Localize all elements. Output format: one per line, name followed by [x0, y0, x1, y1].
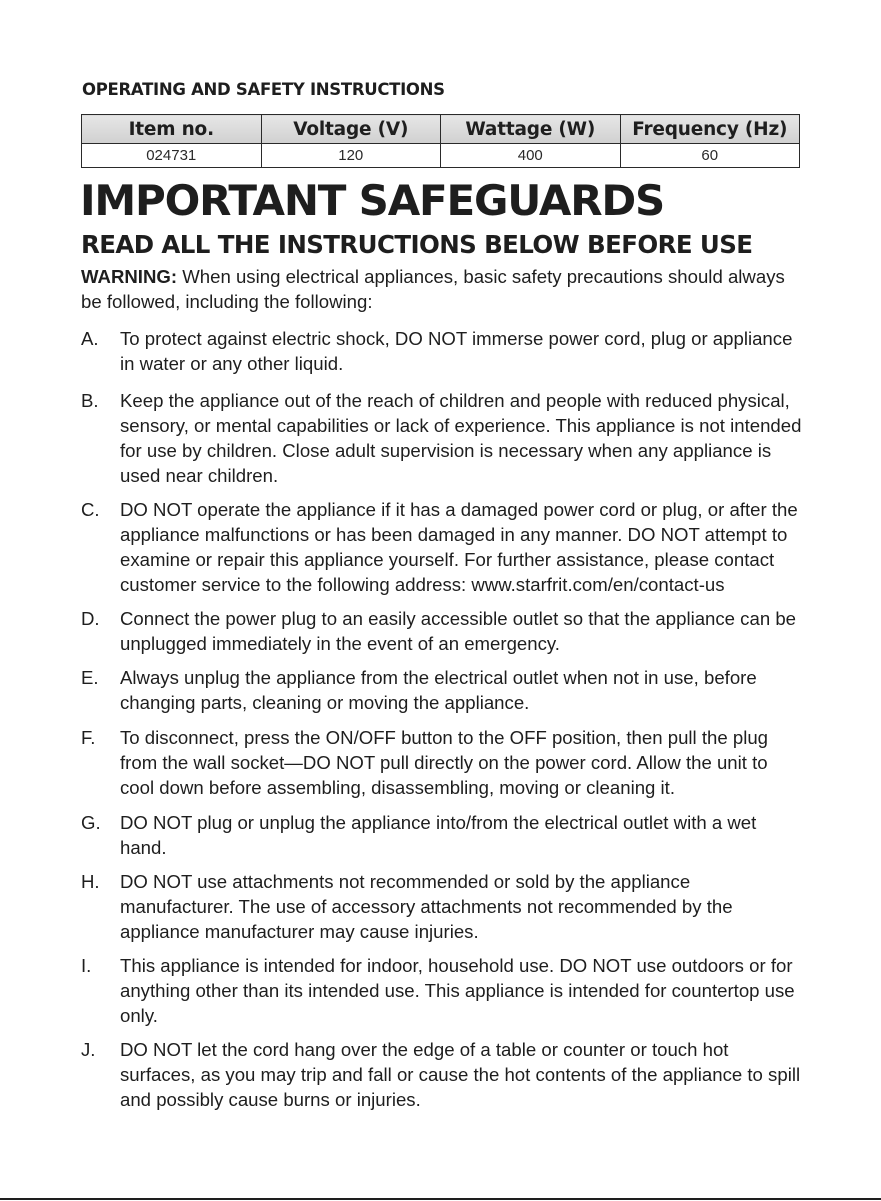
list-item-letter: F. — [81, 727, 96, 748]
spec-frequency: 60 — [620, 144, 800, 168]
list-item — [81, 953, 803, 1028]
list-item-letter: B. — [81, 390, 99, 411]
list-item-text: This appliance is intended for indoor, household use. DO NOT use outdoors or for anything other than its intended use. This appliance is intended for countertop use only. — [120, 955, 795, 1026]
main-title: IMPORTANT SAFEGUARDS — [80, 176, 665, 225]
spec-wattage: 400 — [441, 144, 621, 168]
spec-header-voltage: Voltage (V) — [261, 115, 441, 144]
list-item-letter: G. — [81, 812, 101, 833]
list-item-text: Connect the power plug to an easily accessible outlet so that the appliance can be unplugged immediately in the event of an emergency. — [120, 608, 797, 654]
list-item — [81, 606, 803, 656]
list-item-text: Always unplug the appliance from the electrical outlet when not in use, before changing parts, cleaning or moving the appliance. — [120, 667, 757, 713]
spec-header-item-no: Item no. — [82, 115, 262, 144]
bottom-rule — [0, 1198, 881, 1200]
list-item — [81, 725, 803, 800]
safeguard-list — [81, 326, 803, 1112]
list-item-letter: C. — [81, 499, 100, 520]
list-item — [81, 1037, 803, 1112]
list-item-letter: J. — [81, 1039, 96, 1060]
spec-table-row — [82, 144, 800, 168]
list-item-text: DO NOT operate the appliance if it has a damaged power cord or plug, or after the appliance malfunctions or has been damaged in any manner. DO NOT attempt to examine or repair this appliance yourself. For further assistance, please contact customer service to the following address: www.starfrit.com/en/contact-us — [120, 499, 798, 595]
list-item-text: DO NOT use attachments not recommended or sold by the appliance manufacturer. The use of accessory attachments not recommended by the appliance manufacturer may cause injuries. — [120, 871, 733, 942]
list-item-letter: E. — [81, 667, 99, 688]
list-item — [81, 326, 803, 376]
list-item — [81, 869, 803, 944]
spec-table-header-row — [82, 115, 800, 144]
spec-header-frequency: Frequency (Hz) — [620, 115, 800, 144]
list-item-text: DO NOT plug or unplug the appliance into/from the electrical outlet with a wet hand. — [120, 812, 757, 858]
list-item — [81, 497, 803, 597]
spec-header-wattage: Wattage (W) — [441, 115, 621, 144]
list-item — [81, 388, 803, 488]
list-item-letter: A. — [81, 328, 99, 349]
list-item-text: To disconnect, press the ON/OFF button to the OFF position, then pull the plug from the wall socket—DO NOT pull directly on the power cord. Allow the unit to cool down before assembling, disassembling, moving or cleaning it. — [120, 727, 769, 798]
list-item-letter: H. — [81, 871, 100, 892]
spec-table — [81, 114, 800, 168]
list-item-letter: D. — [81, 608, 100, 629]
list-item-letter: I. — [81, 955, 92, 976]
spec-item-no: 024731 — [82, 144, 262, 168]
section-title: OPERATING AND SAFETY INSTRUCTIONS — [82, 80, 445, 99]
warning-label: WARNING: — [81, 266, 178, 287]
list-item-text: Keep the appliance out of the reach of children and people with reduced physical, sensory, or mental capabilities or lack of experience. This appliance is not intended for use by children. Close adult supervision is necessary when any appliance is used near children. — [120, 390, 802, 486]
warning-text: When using electrical appliances, basic safety precautions should always be followed, including the following: — [81, 266, 785, 312]
sub-title: READ ALL THE INSTRUCTIONS BELOW BEFORE USE — [81, 230, 753, 259]
list-item-text: To protect against electric shock, DO NOT immerse power cord, plug or appliance in water or any other liquid. — [120, 328, 793, 374]
list-item — [81, 665, 803, 715]
spec-voltage: 120 — [261, 144, 441, 168]
warning-paragraph — [81, 264, 801, 314]
list-item — [81, 810, 803, 860]
list-item-text: DO NOT let the cord hang over the edge of a table or counter or touch hot surfaces, as you may trip and fall or cause the hot contents of the appliance to spill and possibly cause burns or injuries. — [120, 1039, 801, 1110]
